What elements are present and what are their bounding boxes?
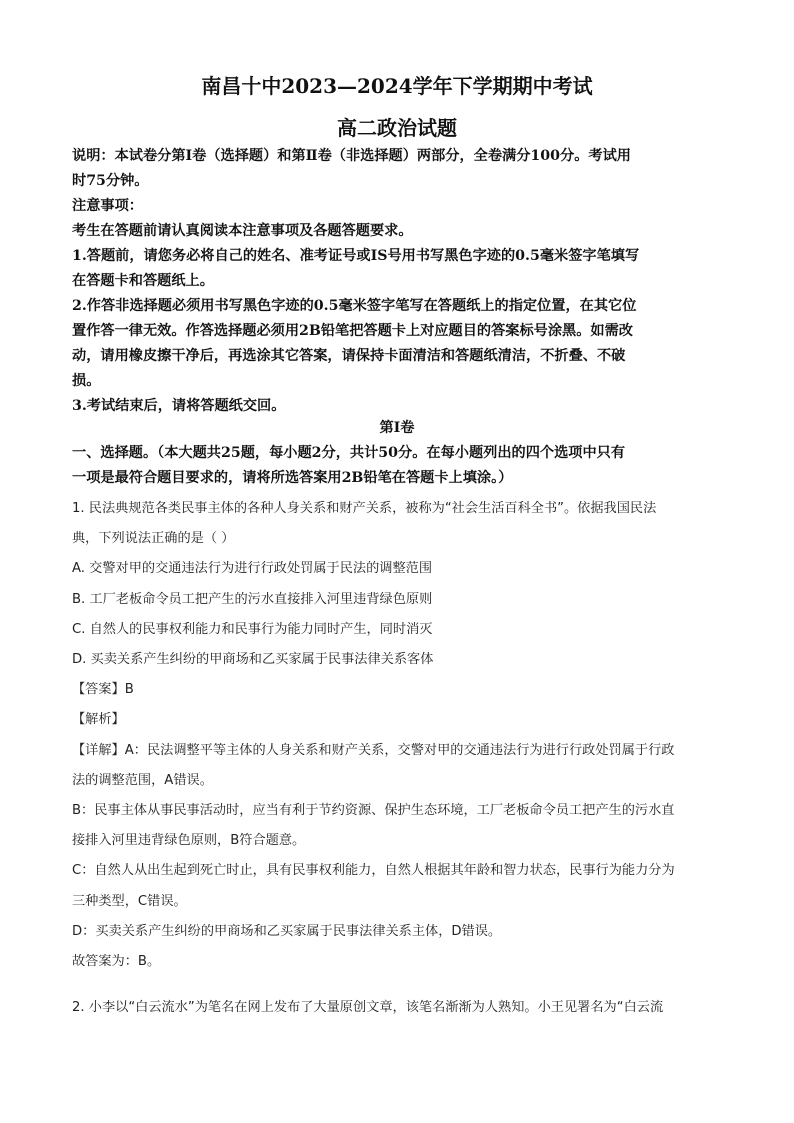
instructions-line: 时75分钟。 xyxy=(72,173,149,189)
exam-title: 南昌十中2023—2024学年下学期期中考试 xyxy=(201,74,593,98)
rule-1-line: 1.答题前，请您务必将自己的姓名、准考证号或IS号用书写黑色字迹的0.5毫米签字笔填写 xyxy=(72,248,640,264)
option-a: A. 交警对甲的交通违法行为进行行政处罚属于民法的调整范围 xyxy=(72,561,433,577)
rule-2-line: 损。 xyxy=(72,373,101,389)
section-heading-line: 一项是最符合题目要求的，请将所选答案用2B铅笔在答题卡上填涂。） xyxy=(72,470,513,486)
question-2 xyxy=(72,993,722,1023)
question-stem-line: 1. 民法典规范各类民事主体的各种人身关系和财产关系，被称为“社会生活百科全书”。依据我国民法 xyxy=(72,501,657,516)
question-stem-line: 2. 小李以“白云流水”为笔名在网上发布了大量原创文章，该笔名渐渐为人熟知。小王见署名为“白云流 xyxy=(72,1000,664,1015)
notice-intro: 考生在答题前请认真阅读本注意事项及各题答题要求。 xyxy=(72,223,413,239)
rule-3: 3.考试结束后，请将答题纸交回。 xyxy=(72,398,286,414)
question-1 xyxy=(72,494,722,977)
detail-line: 接排入河里违背绿色原则，B符合题意。 xyxy=(72,833,306,849)
exam-subtitle: 高二政治试题 xyxy=(337,116,457,140)
rule-2-line: 动，请用橡皮擦干净后，再选涂其它答案，请保持卡面清洁和答题纸清洁，不折叠、不破 xyxy=(72,348,626,364)
option-c: C. 自然人的民事权利能力和民事行为能力同时产生，同时消灭 xyxy=(72,621,433,637)
section-heading-line: 一、选择题。（本大题共25题，每小题2分，共计50分。在每小题列出的四个选项中只有 xyxy=(72,445,626,461)
exam-instructions xyxy=(72,144,722,419)
analysis-label: 【解析】 xyxy=(72,712,125,728)
detail-line: 法的调整范围，A错误。 xyxy=(72,772,213,788)
option-b: B. 工厂老板命令员工把产生的污水直接排入河里违背绿色原则 xyxy=(72,591,433,607)
detail-line: 三种类型，C错误。 xyxy=(72,893,187,909)
rule-1-line: 在答题卡和答题纸上。 xyxy=(72,273,214,289)
notice-title: 注意事项： xyxy=(72,198,143,214)
detail-line: B：民事主体从事民事活动时，应当有利于节约资源、保护生态环境，工厂老板命令员工把产生的污水直 xyxy=(72,803,675,819)
detail-line: D：买卖关系产生纠纷的甲商场和乙买家属于民事法律关系主体，D错误。 xyxy=(72,923,502,939)
detail-line: C：自然人从出生起到死亡时止，具有民事权利能力，自然人根据其年龄和智力状态，民事行为能力分为 xyxy=(72,863,675,879)
question-stem-line: 典，下列说法正确的是（ ） xyxy=(72,531,235,547)
detail-line: 【详解】A：民法调整平等主体的人身关系和财产关系，交警对甲的交通违法行为进行行政处罚属于行政 xyxy=(72,742,675,758)
section-heading xyxy=(72,441,722,491)
option-d: D. 买卖关系产生纠纷的甲商场和乙买家属于民事法律关系客体 xyxy=(72,652,434,668)
rule-2-line: 置作答一律无效。作答选择题必须用2B铅笔把答题卡上对应题目的答案标号涂黑。如需改 xyxy=(72,323,633,339)
instructions-line: 说明：本试卷分第Ⅰ卷（选择题）和第Ⅱ卷（非选择题）两部分，全卷满分100分。考试用 xyxy=(72,148,631,164)
rule-2-line: 2.作答非选择题必须用书写黑色字迹的0.5毫米签字笔写在答题纸上的指定位置，在其它位 xyxy=(72,298,637,314)
section-label: 第Ⅰ卷 xyxy=(379,420,415,436)
answer-label: 【答案】B xyxy=(72,682,134,698)
answer-conclusion: 故答案为：B。 xyxy=(72,954,161,970)
